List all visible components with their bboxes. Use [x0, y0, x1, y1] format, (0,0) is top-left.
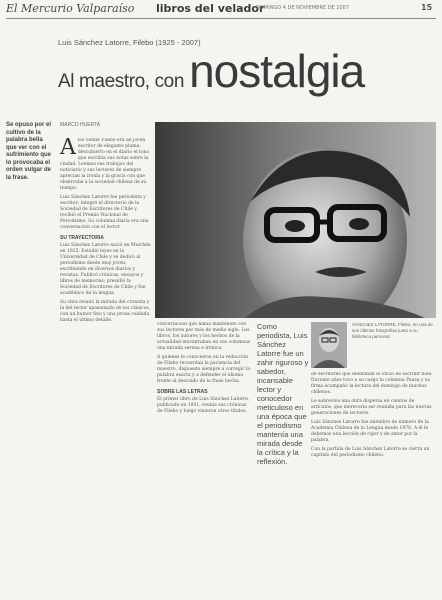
newspaper-name: El Mercurio Valparaíso [6, 2, 135, 15]
body-paragraph: de escritores que defendían el oficio de escribir bien. Durante años tuvo a su cargo la columna Pausa y su firma acompañó la lectura del domingo de muchos chilenos. [311, 372, 433, 395]
body-paragraph: Le sobrevive una obra dispersa en cientos de artículos, que merecería ser reunida para las nuevas generaciones de lectores. [311, 399, 432, 416]
byline: MARCO HUERTA [60, 122, 101, 128]
masthead [6, 2, 436, 19]
body-paragraph: Luis Sánchez Latorre nació en Mulchén en 1925. Estudió leyes en la Universidad de Chile y se dedicó al periodismo desde muy joven, escribiendo en diversos diarios y revistas. Publicó crónicas, ensayos y libros de memorias; presidió la Sociedad de Escritores de Chile y fue académico de la lengua. [60, 243, 151, 296]
headline-small: Al maestro, con [58, 71, 184, 92]
body-paragraph: A quienes le conocieron en la redacción de Filebo recuerdan la paciencia del maestro, dispuesto siempre a corregir la palabra exacta y a defender el idioma frente al descuido de la frase hecha. [157, 355, 250, 384]
section-title: libros del velador [156, 2, 265, 15]
article-column-3 [311, 372, 436, 593]
body-paragraph: Luis Sánchez Latorre fue periodista y escritor; integró el directorio de la Sociedad de Escritores de Chile y recibió el Premio Nacional de Periodismo. Su columna diaria era una conversación con el lector. [60, 195, 149, 230]
body-paragraph: conversación que había mantenido con sus lectores por más de medio siglo. Los libros, los autores y los hechos de la actualidad encontraban en sus columnas una mirada serena e irónica. [157, 322, 251, 351]
headline [58, 45, 365, 97]
article-column-1 [60, 138, 152, 593]
article-kicker: Luis Sánchez Latorre, Filebo (1925 - 2007) [58, 38, 201, 47]
small-portrait-image [311, 322, 347, 368]
issue-date: DOMINGO 4 DE NOVIEMBRE DE 2007 [256, 5, 350, 11]
portrait-photo [155, 122, 436, 318]
body-paragraph: Su obra reunió la mirada del cronista y la del lector apasionado de los clásicos, con un humor fino y una prosa cuidada hasta el último detalle. [60, 300, 151, 323]
sidebar-summary: Se opuso por el cultivo de la palabra bella que ver con el sufrimiento que lo provocaba el orden vulgar de la frase. [6, 122, 52, 181]
subheading: SOBRE LAS LETRAS [157, 389, 208, 395]
portrait-image [155, 122, 436, 318]
small-portrait-photo [311, 322, 347, 368]
photo-caption: SÁNCHEZ LATORRE, Filebo, en una de sus últimas fotografías junto a su biblioteca personal. [352, 322, 433, 339]
page-number: 15 [421, 3, 433, 12]
body-paragraph: los veinte Filebo era un joven escritor de elegante pluma, descubierto en el diario el tono que escribía sus notas sobre la ciudad. Leemos sus trabajos del noticiario y sus lectores de siempre aprecian la ironía y la gracia con que observaba a la sociedad chilena de su tiempo. [60, 138, 150, 191]
article-column-2 [157, 322, 253, 593]
pull-quote: Como periodista, Luis Sánchez Latorre fue un zahir riguroso y sabedor, incansable lector y conocedor meticuloso en una época que el periodismo mantenía una mirada desde la crítica y la reflexión. [257, 322, 309, 466]
body-paragraph: Luis Sánchez Latorre fue miembro de número de la Academia Chilena de la Lengua desde 1978. A él le debemos una lección de rigor y de amor por la palabra. [311, 420, 429, 443]
headline-big: nostalgia [189, 45, 365, 97]
body-paragraph: Con la partida de Luis Sánchez Latorre se cierra un capítulo del periodismo chileno. [311, 447, 430, 458]
subheading: SU TRAYECTORIA [60, 235, 104, 241]
body-paragraph: El primer libro de Luis Sánchez Latorre, publicado en 1951, reunía sus crónicas de Filebo y luego vinieron otros títulos. [157, 397, 250, 414]
drop-cap: A [60, 138, 76, 160]
